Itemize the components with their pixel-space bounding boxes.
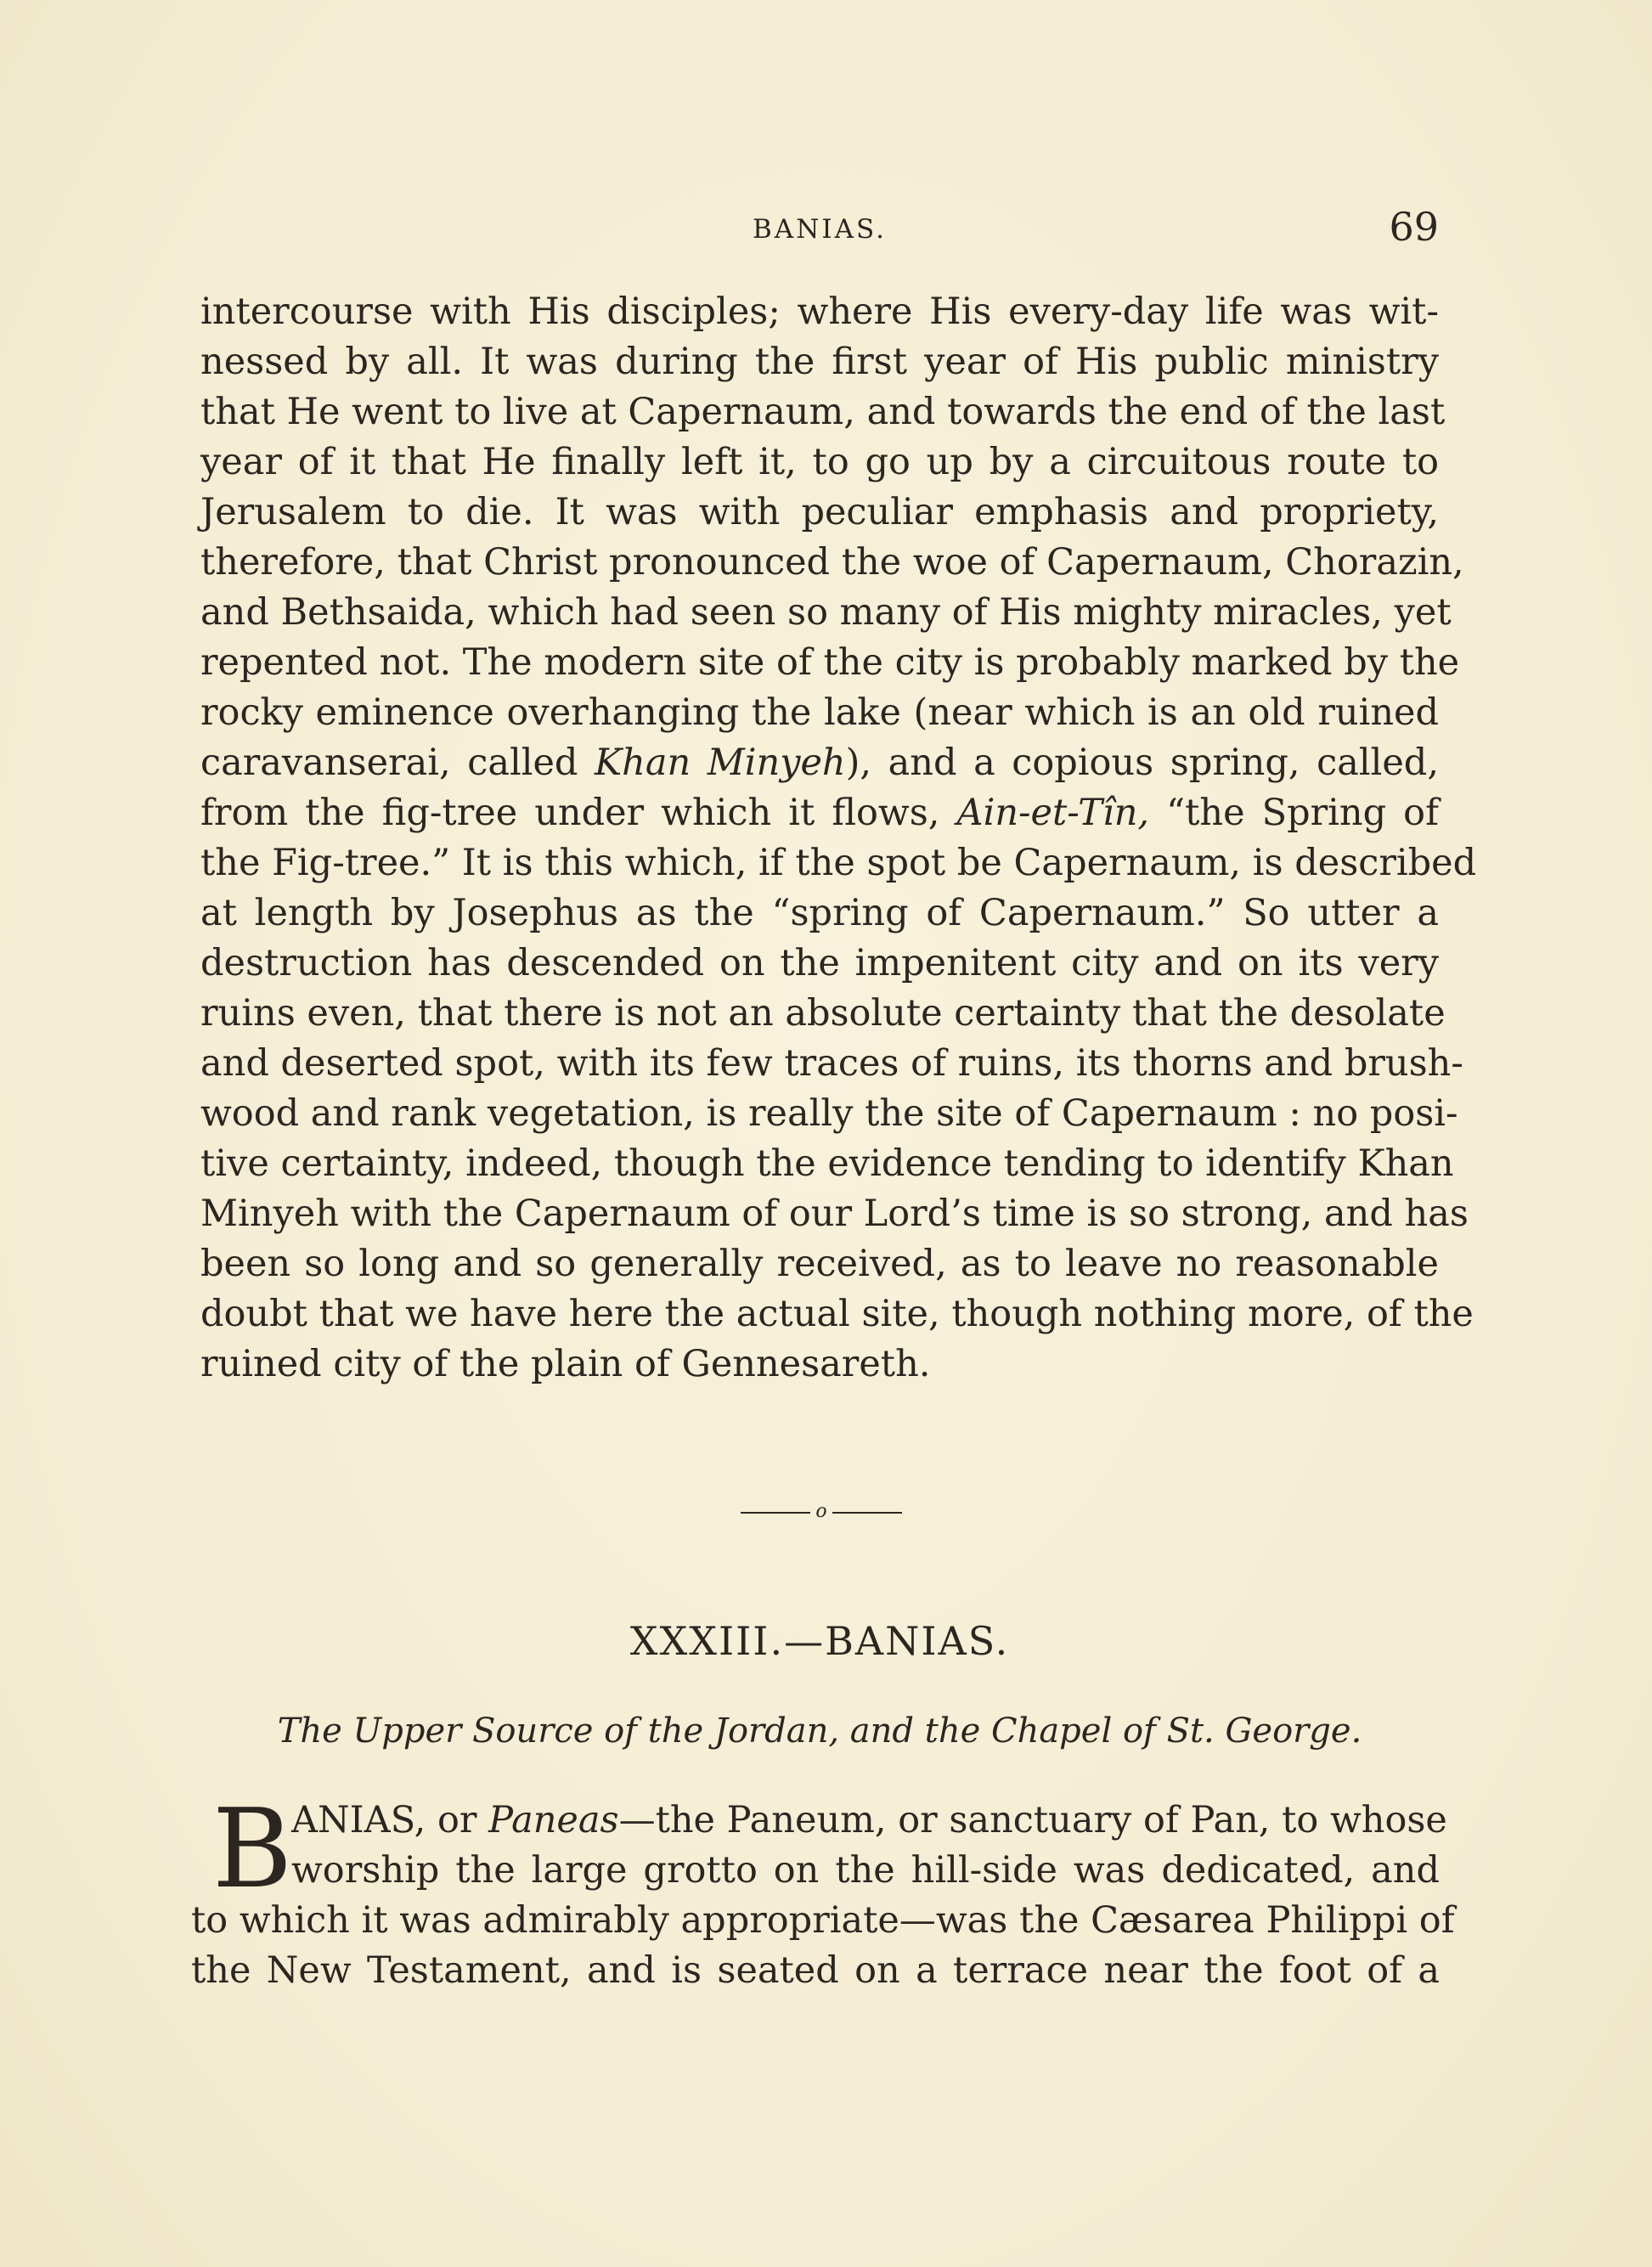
text-line: and deserted spot, with its few traces of ruins, its thorns and brush-	[200, 1042, 1463, 1085]
text-line: tive certainty, indeed, though the evidence tending to identify Khan	[200, 1142, 1454, 1185]
section-divider: o	[741, 1502, 902, 1522]
text-line	[191, 1796, 1447, 1846]
text-line: wood and rank vegetation, is really the site of Capernaum : no posi-	[200, 1092, 1458, 1135]
text-line: the New Testament, and is seated on a terrace near the foot of a	[191, 1949, 1440, 1992]
text-fragment: ANIAS, or	[291, 1799, 489, 1841]
text-line: rocky eminence overhanging the lake (near which is an old ruined	[200, 691, 1439, 734]
text-line: Jerusalem to die. It was with peculiar emphasis and propriety,	[200, 491, 1439, 533]
text-line: Minyeh with the Capernaum of our Lord’s time is so strong, and has	[200, 1193, 1469, 1235]
running-head	[200, 204, 1439, 255]
italic-place-name: Paneas	[488, 1799, 619, 1841]
chapter-heading: XXXIII.—BANIAS.	[629, 1618, 1010, 1664]
paragraph-capernaum	[200, 287, 1477, 1390]
text-line: to which it was admirably appropriate—was the Cæsarea Philippi of	[191, 1899, 1455, 1942]
text-fragment: “the Spring of	[1149, 792, 1439, 834]
text-fragment: ), and a copious spring, called,	[845, 742, 1439, 784]
running-title: BANIAS.	[753, 214, 887, 245]
text-line: been so long and so generally received, as to leave no reasonable	[200, 1243, 1439, 1285]
text-line: therefore, that Christ pronounced the woe of Capernaum, Chorazin,	[200, 541, 1464, 584]
text-line: nessed by all. It was during the first year of His public ministry	[200, 341, 1439, 383]
italic-place-name: Khan Minyeh	[595, 742, 846, 784]
text-line: ruins even, that there is not an absolute certainty that the desolate	[200, 992, 1446, 1035]
text-fragment: from the fig-tree under which it flows,	[200, 792, 957, 834]
text-line: destruction has descended on the impenitent city and on its very	[200, 942, 1439, 984]
drop-cap: B	[212, 1786, 293, 1913]
text-line: doubt that we have here the actual site, though nothing more, of the	[200, 1293, 1474, 1335]
text-fragment: —the Paneum, or sanctuary of Pan, to whose	[618, 1799, 1447, 1841]
text-line: the Fig-tree.” It is this which, if the spot be Capernaum, is described	[200, 842, 1477, 884]
text-fragment: caravanserai, called	[200, 742, 595, 784]
text-line	[200, 738, 1439, 788]
text-line: repented not. The modern site of the city is probably marked by the	[200, 641, 1460, 684]
text-line: and Bethsaida, which had seen so many of His mighty miracles, yet	[200, 591, 1452, 634]
text-line	[200, 788, 1439, 838]
text-line: year of it that He finally left it, to go up by a circuitous route to	[200, 441, 1439, 483]
italic-place-name: Ain-et-Tîn,	[956, 792, 1150, 834]
paragraph-banias	[191, 1786, 1455, 1996]
text-line: that He went to live at Capernaum, and towards the end of the last	[200, 391, 1446, 433]
text-line: intercourse with His disciples; where His every-day life was wit-	[200, 290, 1439, 333]
text-line: ruined city of the plain of Gennesareth.	[200, 1343, 931, 1385]
text-line: at length by Josephus as the “spring of Capernaum.” So utter a	[200, 892, 1439, 934]
text-line: worship the large grotto on the hill-side was dedicated, and	[291, 1849, 1440, 1892]
chapter-subtitle: The Upper Source of the Jordan, and the Chapel of St. George.	[277, 1712, 1362, 1751]
page-number: 69	[1389, 204, 1439, 250]
